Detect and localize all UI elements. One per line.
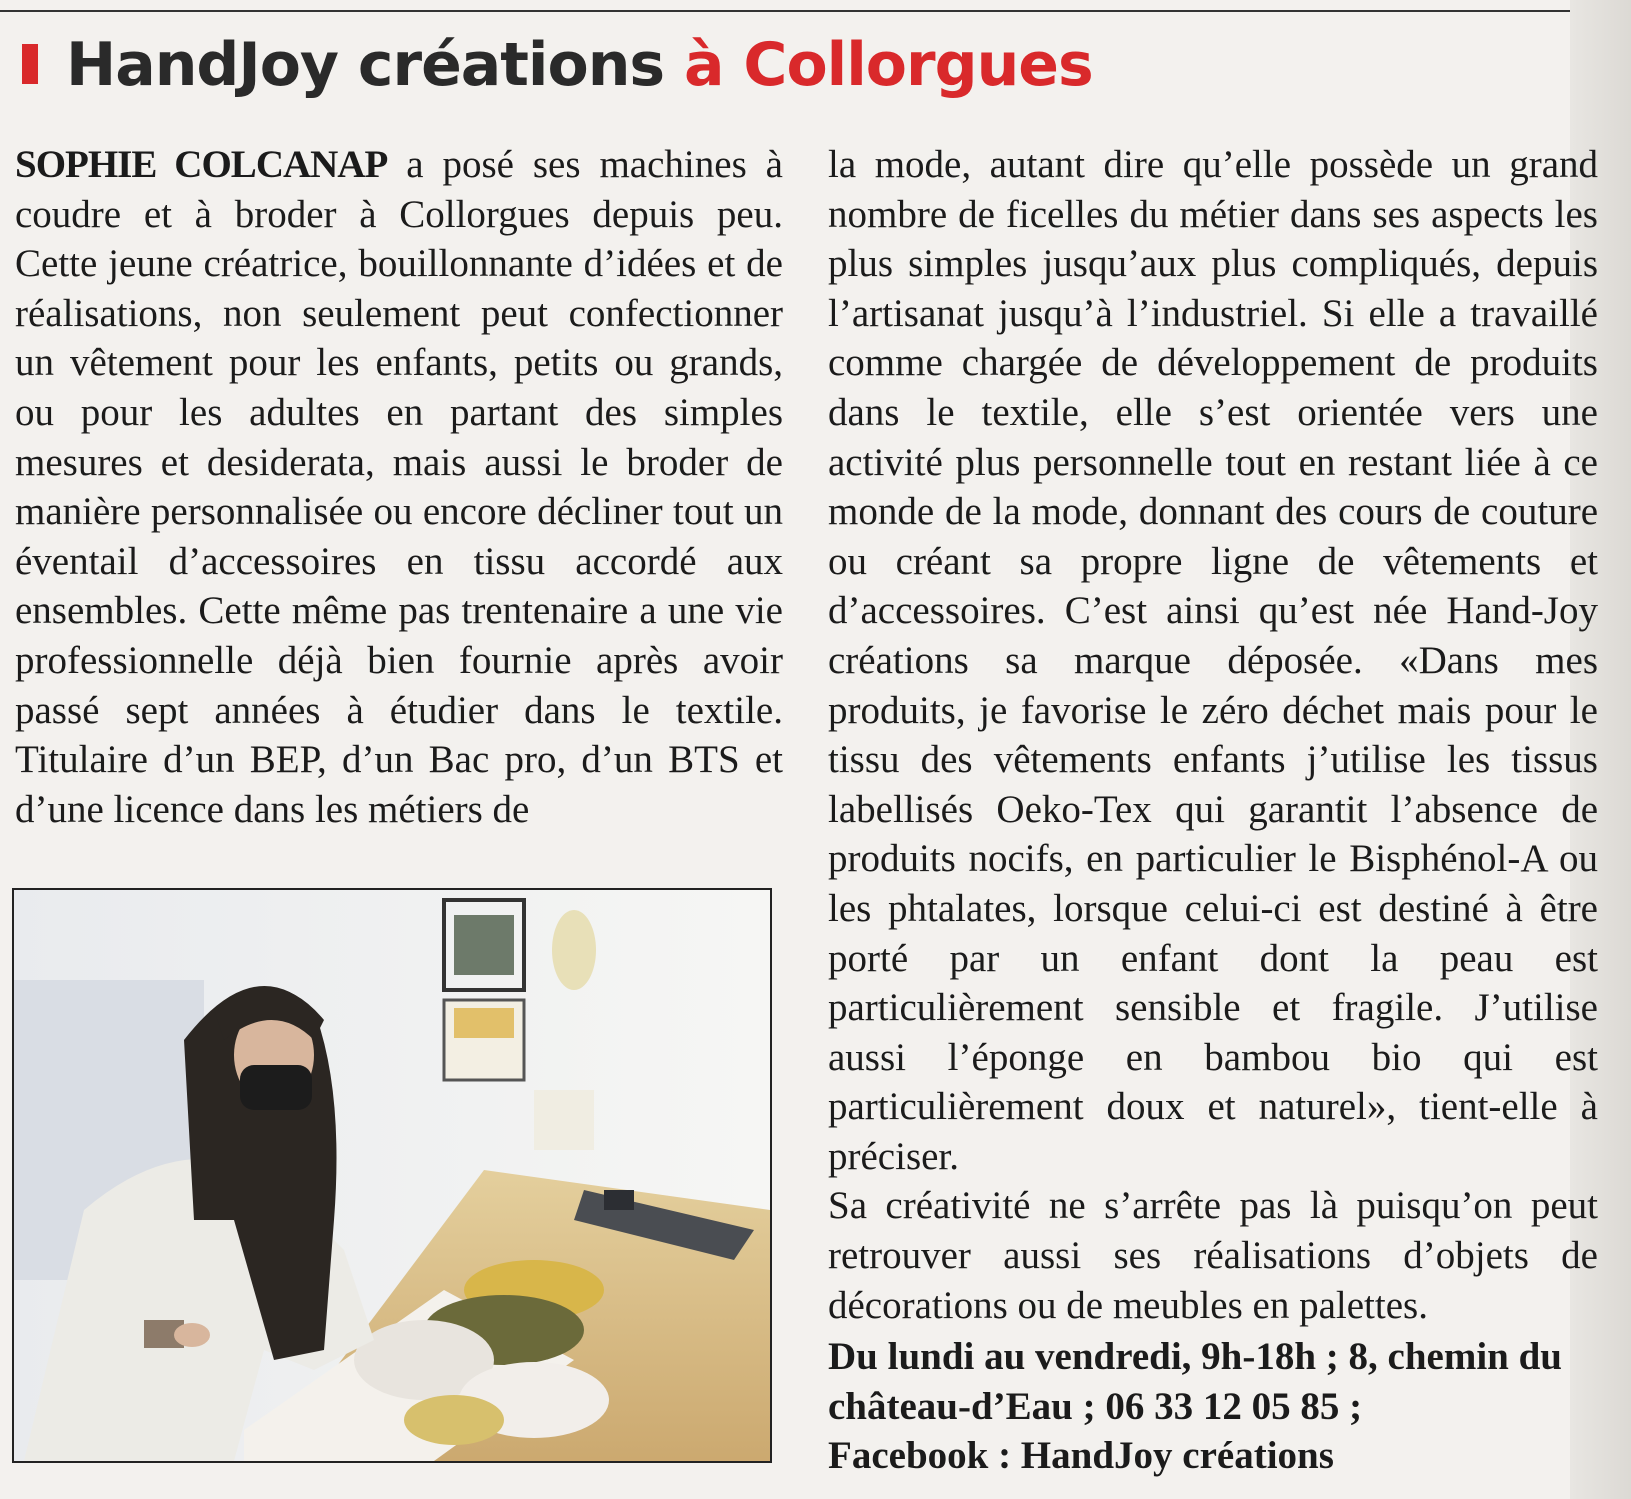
article-column-right <box>828 140 1598 1481</box>
top-rule <box>0 10 1631 12</box>
article-column-left <box>15 140 783 834</box>
woman-sewing-photo <box>14 890 770 1461</box>
left-column-text: a posé ses machines à coudre et à broder à Collorgues depuis peu. Cette jeune créatrice, bouillonnante d’idées et de réalisations, non seulement peut confectionner un vêtement pour les enfants, petits ou grands, ou pour les adultes en partant des simples mesures et desiderata, mais aussi le broder de manière personnalisée ou encore décliner tout un éventail d’accessoires en tissu accordé aux ensembles. Cette même pas trentenaire a une vie professionnelle déjà bien fournie après avoir passé sept années à étudier dans le textile. Titulaire d’un BEP, d’un Bac pro, d’un BTS et d’une licence dans les métiers de <box>15 143 783 831</box>
article-paragraph-1 <box>15 140 783 834</box>
article-photo <box>12 888 772 1463</box>
headline-location: à Collorgues <box>684 30 1093 100</box>
article-headline <box>66 22 1093 108</box>
practical-info-facebook: Facebook : HandJoy créations <box>828 1434 1334 1478</box>
lead-name: SOPHIE COLCANAP <box>15 143 388 186</box>
article-paragraph-2: la mode, autant dire qu’elle possède un grand nombre de ficelles du métier dans ses aspects les plus simples jusqu’aux plus compliqués, depuis l’artisanat jusqu’à l’industriel. Si elle a travaillé comme chargée de développement de produits dans le textile, elle s’est orientée vers une activité plus personnelle tout en restant liée à ce monde de la mode, donnant des cours de couture ou créant sa propre ligne de vêtements et d’accessoires. C’est ainsi qu’est née Hand-Joy créations sa marque déposée. «Dans mes produits, je favorise le zéro déchet mais pour le tissu des vêtements enfants j’utilise les tissus labellisés Oeko-Tex qui garantit l’absence de produits nocifs, en particulier le Bisphénol-A ou les phtalates, lorsque celui-ci est destiné à être porté par un enfant dont la peau est particulièrement sensible et fragile. J’utilise aussi l’éponge en bambou bio qui est particulièrement doux et naturel», tient-elle à préciser. <box>828 143 1598 1178</box>
article-paragraph-3: Sa créativité ne s’arrête pas là puisqu’on peut retrouver aussi ses réalisations d’objets de décorations ou de meubles en palettes. <box>828 1184 1598 1327</box>
practical-info <box>828 1332 1598 1481</box>
headline-accent-bar <box>22 44 38 84</box>
headline-main: HandJoy créations <box>66 30 665 100</box>
practical-info-hours-address: Du lundi au vendredi, 9h-18h ; 8, chemin du château-d’Eau ; 06 33 12 05 85 ; <box>828 1335 1562 1428</box>
